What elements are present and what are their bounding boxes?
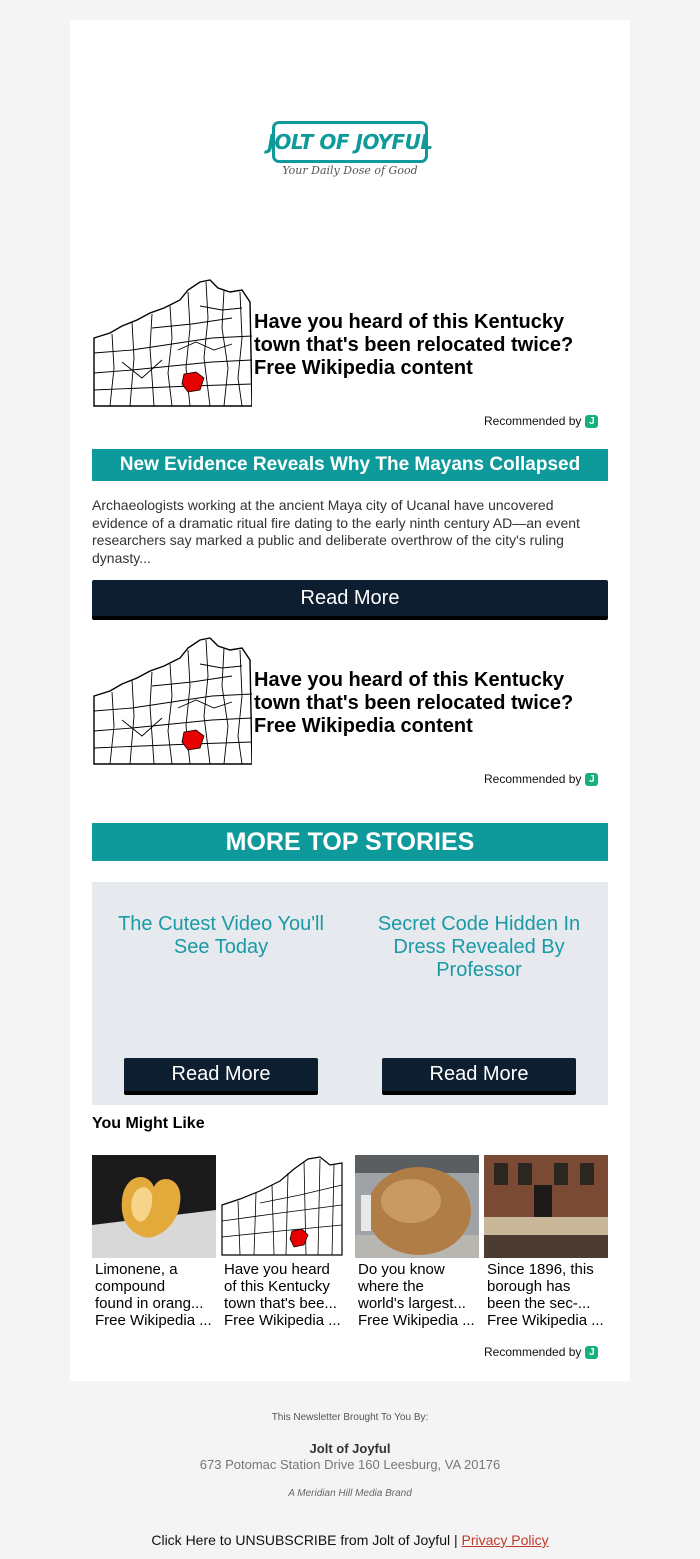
parent-brand-text: A Meridian Hill Media Brand: [288, 1488, 412, 1499]
story-title-link[interactable]: The Cutest Video You'll See Today: [118, 913, 324, 958]
kentucky-map-image[interactable]: [92, 636, 252, 766]
article-headline[interactable]: New Evidence Reveals Why The Mayans Collapsed: [92, 449, 608, 481]
ad-line-3: Free Wikipedia content: [254, 357, 473, 379]
brought-by-text: This Newsletter Brought To You By:: [271, 1412, 429, 1423]
tile-source: Free Wikipedia ...: [358, 1312, 475, 1329]
tile-caption[interactable]: [358, 1261, 476, 1329]
ad-line-1: Have you heard of this Kentucky: [254, 669, 565, 691]
tile-line-1: Do you know: [358, 1261, 445, 1278]
ad-text[interactable]: [254, 311, 604, 380]
tile-line-2: where the: [358, 1278, 424, 1295]
you-might-like-heading: You Might Like: [92, 1115, 205, 1132]
recommended-by[interactable]: [484, 772, 598, 786]
tile-source: Free Wikipedia ...: [487, 1312, 604, 1329]
tile-line-1: Since 1896, this: [487, 1261, 594, 1278]
tile-line-1: Limonene, a: [95, 1261, 178, 1278]
recommended-by[interactable]: [484, 414, 598, 428]
footer-separator: |: [453, 1532, 458, 1548]
tile-line-1: Have you heard: [224, 1261, 330, 1278]
tile-line-2: borough has: [487, 1278, 571, 1295]
kentucky-map-icon: [92, 636, 252, 766]
story-title-link[interactable]: Secret Code Hidden In Dress Revealed By Professor: [377, 913, 581, 981]
kentucky-map-image[interactable]: [92, 278, 252, 408]
kentucky-map-thumbnail[interactable]: [220, 1155, 344, 1258]
tile-source: Free Wikipedia ...: [95, 1312, 212, 1329]
more-top-stories-heading: MORE TOP STORIES: [92, 823, 608, 861]
tile-line-3: town that's bee...: [224, 1295, 337, 1312]
lemon-peel-icon: [92, 1155, 216, 1258]
footer-address: 673 Potomac Station Drive 160 Leesburg, VA 20176: [199, 1457, 501, 1472]
read-more-button[interactable]: Read More: [92, 580, 608, 620]
recommended-label: Recommended by: [484, 414, 582, 428]
recommender-logo-icon: J: [585, 1346, 598, 1359]
ad-line-2: town that's been relocated twice?: [254, 334, 574, 356]
ad-line-3: Free Wikipedia content: [254, 715, 473, 737]
unsubscribe-link[interactable]: Click Here to UNSUBSCRIBE from Jolt of Joyful: [151, 1532, 451, 1548]
read-more-button[interactable]: Read More: [382, 1058, 576, 1095]
article-excerpt: Archaeologists working at the ancient Maya city of Ucanal have uncovered evidence of a dramatic ritual fire dating to the early ninth century AD—an event researchers say marked a public and deliberate overthrow of the city's ruling dynasty...: [92, 497, 580, 566]
recommended-by[interactable]: [484, 1345, 598, 1359]
tile-source: Free Wikipedia ...: [224, 1312, 341, 1329]
street-scene-icon: [484, 1155, 608, 1258]
twine-ball-icon: [355, 1155, 479, 1258]
kentucky-map-icon: [220, 1155, 344, 1258]
lemon-peel-photo[interactable]: [92, 1155, 216, 1258]
privacy-policy-link[interactable]: Privacy Policy: [461, 1532, 549, 1548]
brand-logo[interactable]: [267, 121, 433, 163]
tile-caption[interactable]: [224, 1261, 342, 1329]
tile-line-3: been the sec-...: [487, 1295, 591, 1312]
ad-line-1: Have you heard of this Kentucky: [254, 311, 565, 333]
ad-line-2: town that's been relocated twice?: [254, 692, 574, 714]
kentucky-map-icon: [92, 278, 252, 408]
logo-text: JOLT OF JOYFUL: [267, 130, 433, 154]
recommender-logo-icon: J: [585, 773, 598, 786]
footer-company-name: Jolt of Joyful: [309, 1441, 391, 1456]
tile-line-3: found in orang...: [95, 1295, 204, 1312]
recommender-logo-icon: J: [585, 415, 598, 428]
tile-line-2: compound: [95, 1278, 166, 1295]
brand-tagline: Your Daily Dose of Good: [282, 164, 418, 177]
recommended-label: Recommended by: [484, 772, 582, 786]
tile-caption[interactable]: [487, 1261, 605, 1329]
tile-caption[interactable]: [95, 1261, 213, 1329]
tile-line-3: world's largest...: [358, 1295, 466, 1312]
tile-line-2: of this Kentucky: [224, 1278, 330, 1295]
recommended-label: Recommended by: [484, 1345, 582, 1359]
footer-links: [0, 1532, 700, 1548]
street-photo[interactable]: [484, 1155, 608, 1258]
read-more-button[interactable]: Read More: [124, 1058, 318, 1095]
twine-ball-photo[interactable]: [355, 1155, 479, 1258]
ad-text[interactable]: [254, 669, 604, 738]
